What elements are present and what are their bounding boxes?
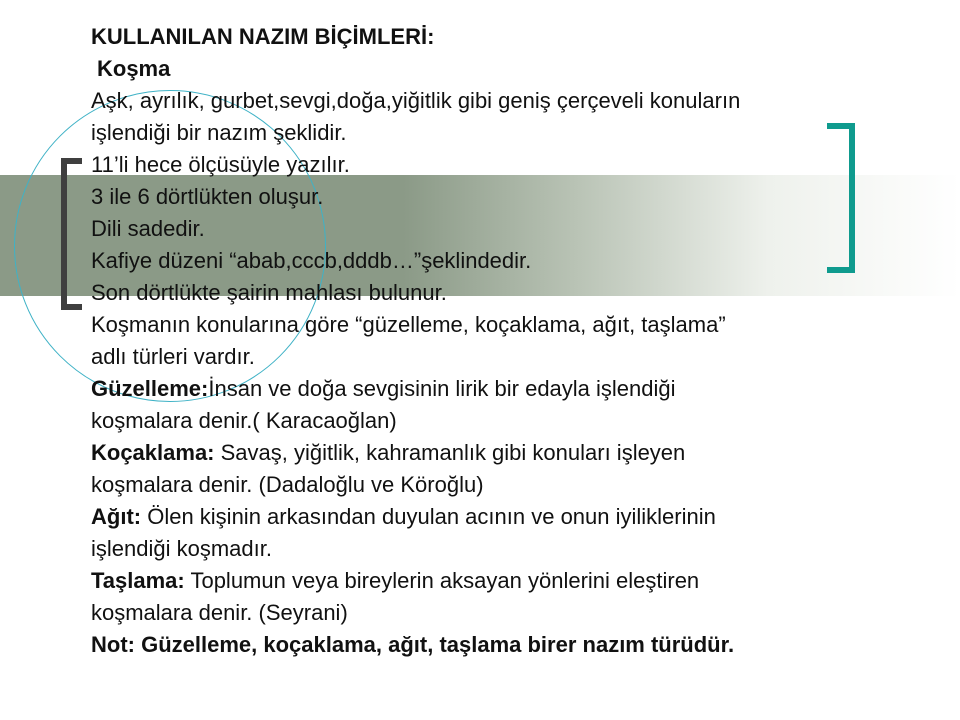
definition-term: Taşlama: — [91, 568, 185, 593]
definition-term: Koçaklama: — [91, 440, 215, 465]
slide-body — [91, 21, 941, 661]
definition-term: Güzelleme: — [91, 376, 209, 401]
definition-continuation: koşmalara denir.( Karacaoğlan) — [91, 408, 397, 433]
left-bracket-decoration — [61, 158, 82, 310]
body-line: işlendiği bir nazım şeklidir. — [91, 120, 347, 145]
definition-text: Savaş, yiğitlik, kahramanlık gibi konuları işleyen — [214, 440, 686, 465]
body-line: 3 ile 6 dörtlükten oluşur. — [91, 184, 324, 209]
definition-guzelleme — [91, 373, 941, 405]
definition-text: Toplumun veya bireylerin aksayan yönlerini eleştiren — [184, 568, 700, 593]
section-heading: Koşma — [97, 56, 171, 81]
definition-taslama — [91, 565, 941, 597]
definition-continuation: işlendiği koşmadır. — [91, 536, 272, 561]
definition-continuation: koşmalara denir. (Dadaloğlu ve Köroğlu) — [91, 472, 484, 497]
definition-text: İnsan ve doğa sevgisinin lirik bir edayla işlendiği — [208, 376, 676, 401]
definition-continuation: koşmalara denir. (Seyrani) — [91, 600, 348, 625]
body-line: adlı türleri vardır. — [91, 344, 255, 369]
definition-term: Ağıt: — [91, 504, 142, 529]
body-line: Aşk, ayrılık, gurbet,sevgi,doğa,yiğitlik gibi geniş çerçeveli konuların — [91, 88, 741, 113]
definition-text: Ölen kişinin arkasından duyulan acının ve onun iyiliklerinin — [141, 504, 716, 529]
definition-kocaklama — [91, 437, 941, 469]
body-line: Dili sadedir. — [91, 216, 205, 241]
body-line: Kafiye düzeni “abab,cccb,dddb…”şeklindedir. — [91, 248, 532, 273]
body-line: 11’li hece ölçüsüyle yazılır. — [91, 152, 350, 177]
definition-agit — [91, 501, 941, 533]
body-line: Koşmanın konularına göre “güzelleme, koçaklama, ağıt, taşlama” — [91, 312, 726, 337]
note-line: Not: Güzelleme, koçaklama, ağıt, taşlama birer nazım türüdür. — [91, 632, 735, 657]
slide-title: KULLANILAN NAZIM BİÇİMLERİ: — [91, 24, 435, 49]
body-line: Son dörtlükte şairin mahlası bulunur. — [91, 280, 447, 305]
